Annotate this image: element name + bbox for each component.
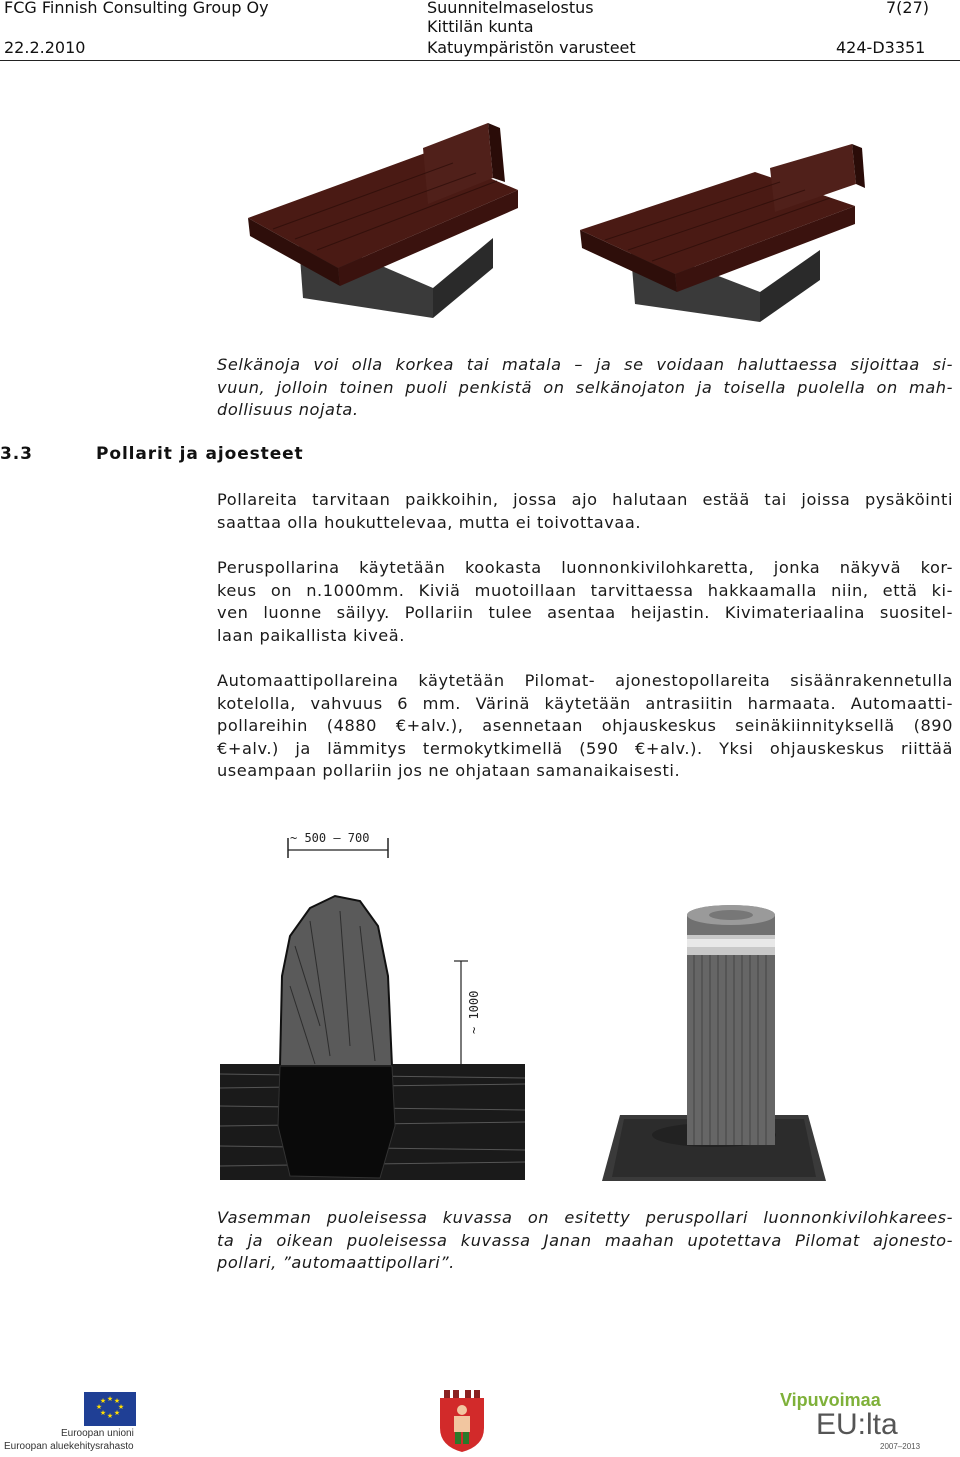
paragraph-line: Pollareita tarvitaan paikkoihin, jossa ajo halutaan estää tai joissa pysäköinti (217, 490, 953, 509)
section-number: 3.3 (0, 444, 33, 464)
vipuvoimaa-logo-line1: Vipuvoimaa (780, 1390, 881, 1410)
bench-image-left (248, 118, 548, 318)
eu-logo (4, 1388, 144, 1452)
figure-caption-line: Vasemman puoleisessa kuvassa on esitetty peruspollari luonnonkivilohkarees- (217, 1208, 953, 1227)
header-rule (0, 60, 960, 61)
paragraph-line: laan paikallista kiveä. (217, 625, 405, 645)
header-doc-type: Suunnitelmaselostus (427, 0, 594, 17)
header-project-no: 424-D3351 (836, 38, 926, 57)
paragraph-line: €+alv.) ja lämmitys termokytkimellä (590 €+alv.). Yksi ohjauskeskus riittää (217, 738, 953, 758)
paragraph-line: kotelolla, vahvuus 6 mm. Värinä käytetään antrasiitin harmaata. Automaatti- (217, 693, 953, 713)
svg-text:★: ★ (113, 1397, 121, 1405)
figure-caption-line: pollari, ”automaattipollari”. (217, 1253, 455, 1273)
paragraph-line: ven luonne säilyy. Pollariin tulee asentaa heijastin. Kivimateriaalina suositel- (217, 603, 953, 623)
svg-text:★: ★ (113, 1409, 121, 1417)
paragraph-3 (217, 670, 953, 783)
paragraph-line: Automaattipollareina käytetään Pilomat- ajonestopollareita sisäänrakennetulla (217, 671, 953, 690)
header-date: 22.2.2010 (4, 38, 86, 57)
paragraph-line: useampaan pollariin jos ne ohjataan samanaikaisesti. (217, 761, 681, 781)
automatic-bollard-photo (602, 893, 826, 1181)
svg-text:★: ★ (117, 1403, 125, 1411)
vipuvoimaa-logo-years: 2007–2013 (880, 1442, 921, 1451)
figure-caption-line: ta ja oikean puoleisessa kuvassa Janan maahan upotettava Pilomat ajonesto- (217, 1230, 953, 1250)
paragraph-line: Peruspollarina käytetään kookasta luonnonkivilohkaretta, jonka näkyvä kor- (217, 558, 953, 577)
bench-caption-line: vuun, jolloin toinen puoli penkistä on selkänojaton ja toisella puolella on mah- (217, 377, 953, 397)
svg-text:★: ★ (99, 1409, 107, 1417)
bench-caption-line: Selkänoja voi olla korkea tai matala – ja se voidaan haluttaessa sijoittaa si- (217, 355, 953, 374)
bench-caption (217, 354, 953, 422)
header-subject: Katuympäristön varusteet (427, 38, 636, 57)
kittila-coat-of-arms (438, 1390, 486, 1452)
svg-text:★: ★ (99, 1397, 107, 1405)
svg-text:★: ★ (106, 1395, 114, 1403)
sketch-height-label: ~ 1000 (467, 990, 481, 1034)
vipuvoimaa-logo-line2: EU:lta (816, 1408, 898, 1441)
stone-bollard-sketch (220, 826, 525, 1186)
sketch-width-label: ~ 500 – 700 (290, 831, 370, 845)
svg-text:★: ★ (95, 1403, 103, 1411)
figure-caption (217, 1207, 953, 1275)
paragraph-line: keus on n.1000mm. Kiviä muotoillaan tarvittaessa hakkaamalla niin, että ki- (217, 580, 953, 600)
paragraph-line: pollareihin (4880 €+alv.), asennetaan ohjauskeskus seinäkiinnityksellä (890 (217, 716, 953, 736)
section-heading (0, 444, 304, 464)
paragraph-1 (217, 489, 953, 534)
eu-logo-line1: Euroopan unioni (61, 1428, 134, 1439)
paragraph-line: saattaa olla houkuttelevaa, mutta ei toivottavaa. (217, 512, 642, 532)
bench-image-right (580, 142, 880, 322)
section-title: Pollarit ja ajoesteet (96, 444, 304, 464)
bench-caption-line: dollisuus nojata. (217, 400, 359, 420)
header-company: FCG Finnish Consulting Group Oy (4, 0, 269, 17)
header-page: 7(27) (886, 0, 930, 17)
header-municipality: Kittilän kunta (427, 17, 534, 36)
vipuvoimaa-logo (780, 1390, 920, 1454)
paragraph-2 (217, 557, 953, 647)
eu-logo-line2: Euroopan aluekehitysrahasto (4, 1441, 134, 1452)
svg-text:★: ★ (106, 1412, 114, 1420)
